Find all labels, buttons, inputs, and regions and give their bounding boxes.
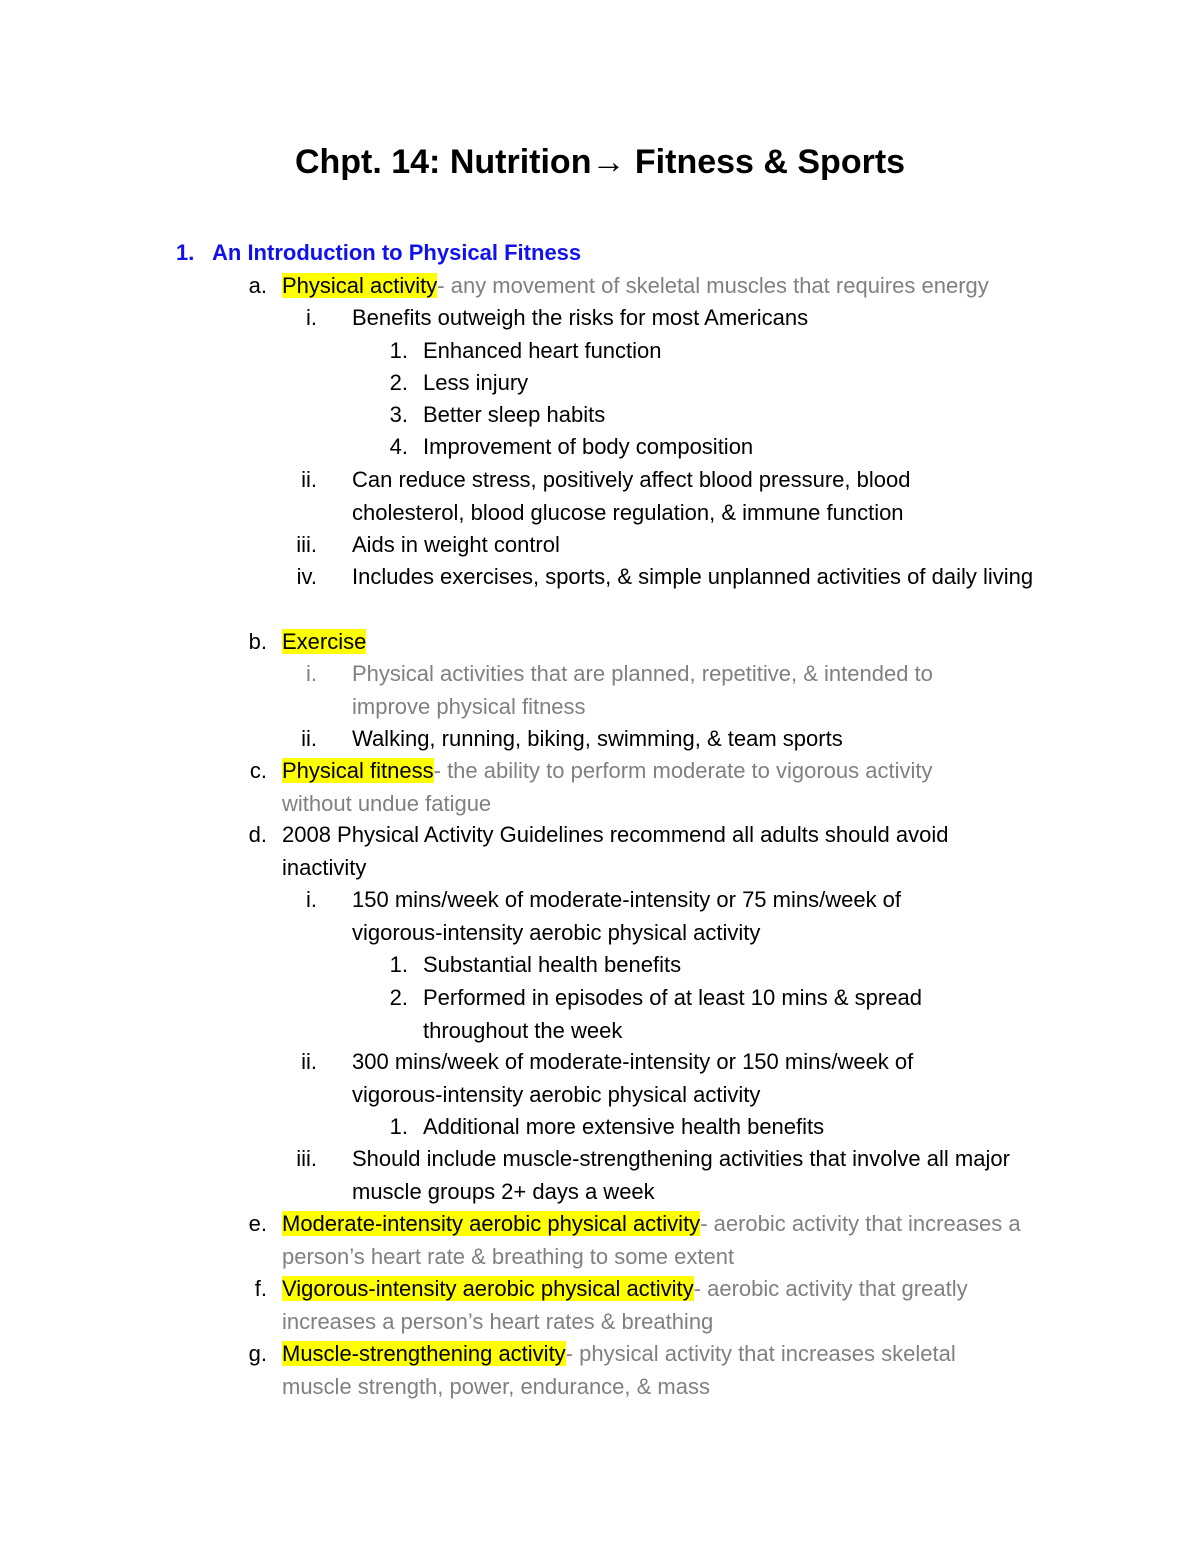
list-marker: 2.	[389, 370, 408, 395]
list-marker: 2.	[389, 985, 408, 1010]
list-marker: 1.	[389, 952, 408, 977]
page-title: Chpt. 14: Nutrition→ Fitness & Sports	[294, 143, 906, 181]
list-marker: ii.	[301, 726, 317, 751]
list-marker: ii.	[301, 467, 317, 492]
list-text	[282, 1208, 1072, 1273]
list-marker: a.	[248, 273, 267, 298]
list-text: Better sleep habits	[423, 402, 606, 427]
list-marker: e.	[248, 1211, 267, 1236]
list-text	[282, 1338, 1022, 1403]
list-text: Performed in episodes of at least 10 mins & spread throughout the week	[423, 985, 922, 1043]
list-text	[282, 1273, 1042, 1338]
list-text: 2008 Physical Activity Guidelines recommend all adults should avoid inactivity	[282, 822, 949, 880]
list-text: Should include muscle-strengthening activities that involve all major muscle groups 2+ days a week	[352, 1146, 1010, 1204]
list-marker: d.	[248, 822, 267, 847]
term-definition: - any movement of skeletal muscles that requires energy	[437, 273, 989, 298]
section-heading	[176, 238, 581, 268]
list-marker: f.	[254, 1276, 267, 1301]
list-text: Improvement of body composition	[423, 434, 754, 459]
list-text: Aids in weight control	[352, 532, 560, 557]
list-text	[282, 626, 1062, 659]
list-marker: iii.	[296, 532, 317, 557]
list-marker: 1.	[389, 338, 408, 363]
term-definition: - aerobic activity that increases a person’s heart rate & breathing to some extent	[282, 1211, 1021, 1269]
list-marker: i.	[306, 305, 317, 330]
term-definition: - the ability to perform moderate to vigorous activity without undue fatigue	[282, 758, 933, 816]
list-text	[282, 270, 1062, 303]
list-text: Less injury	[423, 370, 529, 395]
list-marker: c.	[249, 758, 267, 783]
list-marker: 4.	[389, 434, 408, 459]
section-number: 1.	[176, 240, 195, 265]
list-marker: iii.	[296, 1146, 317, 1171]
highlighted-term: Moderate-intensity aerobic physical activity	[282, 1211, 701, 1236]
list-marker: g.	[248, 1341, 267, 1366]
list-marker: 3.	[389, 402, 408, 427]
highlighted-term: Exercise	[282, 629, 367, 654]
list-text: Physical activities that are planned, repetitive, & intended to improve physical fitness	[352, 661, 933, 719]
list-text: Benefits outweigh the risks for most Americans	[352, 305, 809, 330]
highlighted-term: Muscle-strengthening activity	[282, 1341, 566, 1366]
list-marker: i.	[306, 661, 317, 686]
list-text: Additional more extensive health benefits	[423, 1114, 825, 1139]
list-text	[282, 755, 992, 820]
term-definition: - physical activity that increases skeletal muscle strength, power, endurance, & mass	[282, 1341, 956, 1399]
section-title: An Introduction to Physical Fitness	[212, 240, 582, 265]
term-definition: - aerobic activity that greatly increases a person’s heart rates & breathing	[282, 1276, 968, 1334]
list-text: Enhanced heart function	[423, 338, 662, 363]
highlighted-term: Physical fitness	[282, 758, 434, 783]
list-text: Can reduce stress, positively affect blood pressure, blood cholesterol, blood glucose regulation, & immune function	[352, 467, 911, 525]
list-marker: ii.	[301, 1049, 317, 1074]
list-text: Includes exercises, sports, & simple unplanned activities of daily living	[352, 564, 1034, 589]
list-text: 300 mins/week of moderate-intensity or 150 mins/week of vigorous-intensity aerobic physical activity	[352, 1049, 914, 1107]
list-text: Substantial health benefits	[423, 952, 682, 977]
highlighted-term: Physical activity	[282, 273, 438, 298]
list-marker: b.	[248, 629, 267, 654]
list-text: Walking, running, biking, swimming, & team sports	[352, 726, 843, 751]
list-marker: i.	[306, 887, 317, 912]
list-marker: 1.	[389, 1114, 408, 1139]
list-text: 150 mins/week of moderate-intensity or 75 mins/week of vigorous-intensity aerobic physical activity	[352, 887, 902, 945]
highlighted-term: Vigorous-intensity aerobic physical activity	[282, 1276, 694, 1301]
list-marker: iv.	[296, 564, 317, 589]
